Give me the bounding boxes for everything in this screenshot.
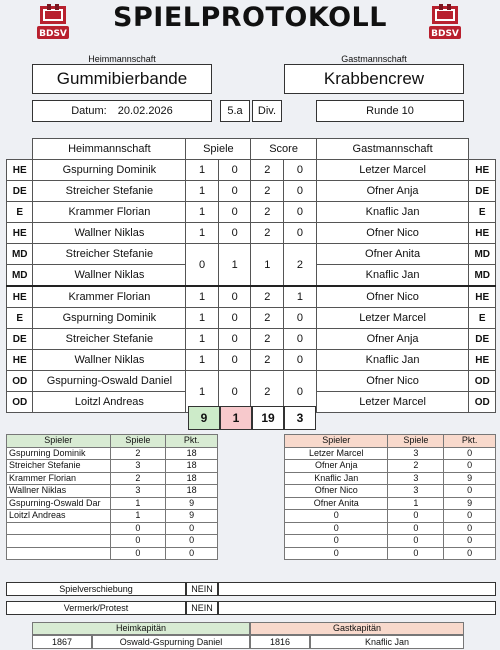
home-discipline-tag: DE xyxy=(7,329,33,350)
guest-score[interactable]: 1 xyxy=(284,286,317,308)
header-guest: Gastmannschaft xyxy=(316,139,469,160)
home-stats-row xyxy=(7,535,218,548)
guest-discipline-tag: DE xyxy=(469,329,496,350)
guest-player[interactable]: Ofner Anita xyxy=(316,244,469,265)
guest-captain-label: Gastkapitän xyxy=(250,622,464,635)
division-field[interactable]: 5.a xyxy=(220,100,250,122)
guest-stats-row xyxy=(285,510,496,523)
home-score[interactable]: 1 xyxy=(251,244,284,287)
home-stats-pts: 18 xyxy=(166,447,218,460)
home-player[interactable]: Wallner Niklas xyxy=(33,350,186,371)
total-games-guest: 1 xyxy=(220,406,252,430)
home-team-name[interactable]: Gummibierbande xyxy=(32,64,212,94)
home-stats-pts: 18 xyxy=(166,472,218,485)
round-field[interactable]: Runde 10 xyxy=(316,100,464,122)
guest-stats-player-header: Spieler xyxy=(285,435,388,448)
date-label: Datum: xyxy=(71,105,107,117)
home-stats-player xyxy=(7,522,111,535)
guest-games[interactable]: 1 xyxy=(218,244,251,287)
guest-games[interactable]: 0 xyxy=(218,181,251,202)
date-field[interactable] xyxy=(32,100,212,122)
guest-discipline-tag: HE xyxy=(469,160,496,181)
home-captain-label: Heimkapitän xyxy=(32,622,250,635)
match-row xyxy=(7,308,496,329)
home-discipline-tag: HE xyxy=(7,286,33,308)
home-games[interactable]: 1 xyxy=(186,286,219,308)
protest-notes[interactable] xyxy=(218,601,496,615)
guest-discipline-tag: HE xyxy=(469,223,496,244)
totals-row xyxy=(0,406,500,428)
guest-discipline-tag: E xyxy=(469,202,496,223)
header-games: Spiele xyxy=(186,139,251,160)
home-stats-row xyxy=(7,460,218,473)
guest-stats-player: Ofner Anja xyxy=(285,460,388,473)
home-stats-games: 3 xyxy=(110,460,166,473)
total-score-guest: 3 xyxy=(284,406,316,430)
guest-stats-row xyxy=(285,485,496,498)
guest-score[interactable]: 0 xyxy=(284,160,317,181)
home-team-label: Heimmannschaft xyxy=(88,54,156,64)
home-stats-games: 3 xyxy=(110,485,166,498)
home-captain-name[interactable]: Oswald-Gspurning Daniel xyxy=(92,635,250,649)
guest-stats-row xyxy=(285,472,496,485)
header-score: Score xyxy=(251,139,316,160)
total-games-home: 9 xyxy=(188,406,220,430)
guest-stats-pts-header: Pkt. xyxy=(444,435,496,448)
home-player[interactable]: Wallner Niklas xyxy=(33,223,186,244)
home-games[interactable]: 1 xyxy=(186,181,219,202)
guest-discipline-tag: HE xyxy=(469,286,496,308)
home-player[interactable]: Gspurning-Oswald Daniel xyxy=(33,371,186,392)
home-stats-row xyxy=(7,522,218,535)
match-row xyxy=(7,202,496,223)
guest-player[interactable]: Knaflic Jan xyxy=(316,350,469,371)
guest-stats-games: 3 xyxy=(388,472,444,485)
home-discipline-tag: MD xyxy=(7,244,33,265)
home-score[interactable]: 2 xyxy=(251,350,284,371)
guest-player[interactable]: Ofner Nico xyxy=(316,371,469,392)
guest-stats-games: 0 xyxy=(388,547,444,560)
home-score[interactable]: 2 xyxy=(251,223,284,244)
guest-score[interactable]: 2 xyxy=(284,244,317,287)
guest-captain-id[interactable]: 1816 xyxy=(250,635,310,649)
home-stats-pts-header: Pkt. xyxy=(166,435,218,448)
guest-stats-row xyxy=(285,535,496,548)
home-player[interactable]: Gspurning Dominik xyxy=(33,160,186,181)
home-stats-games: 0 xyxy=(110,535,166,548)
home-stats-player: Loitzl Andreas xyxy=(7,510,111,523)
guest-games[interactable]: 0 xyxy=(218,329,251,350)
home-games[interactable]: 1 xyxy=(186,308,219,329)
home-stats-pts: 18 xyxy=(166,485,218,498)
guest-stats-row xyxy=(285,447,496,460)
home-games[interactable]: 1 xyxy=(186,350,219,371)
home-discipline-tag: HE xyxy=(7,160,33,181)
home-discipline-tag: MD xyxy=(7,265,33,287)
match-table xyxy=(6,138,496,413)
guest-score[interactable]: 0 xyxy=(284,308,317,329)
guest-games[interactable]: 0 xyxy=(218,160,251,181)
guest-stats-games-header: Spiele xyxy=(388,435,444,448)
guest-player[interactable]: Ofner Nico xyxy=(316,223,469,244)
home-discipline-tag: E xyxy=(7,202,33,223)
guest-player[interactable]: Ofner Nico xyxy=(316,286,469,308)
guest-stats-pts: 0 xyxy=(444,510,496,523)
home-player[interactable]: Krammer Florian xyxy=(33,202,186,223)
home-stats-player: Krammer Florian xyxy=(7,472,111,485)
match-row xyxy=(7,181,496,202)
home-score[interactable]: 2 xyxy=(251,329,284,350)
guest-stats-pts: 9 xyxy=(444,472,496,485)
guest-stats-player: Knaflic Jan xyxy=(285,472,388,485)
guest-discipline-tag: E xyxy=(469,308,496,329)
home-player[interactable]: Loitzl Andreas xyxy=(33,392,186,413)
guest-stats-player: 0 xyxy=(285,510,388,523)
home-stats-games: 1 xyxy=(110,510,166,523)
home-stats-row xyxy=(7,510,218,523)
home-stats-row xyxy=(7,485,218,498)
postpone-notes[interactable] xyxy=(218,582,496,596)
home-discipline-tag: HE xyxy=(7,223,33,244)
home-score[interactable]: 2 xyxy=(251,160,284,181)
protest-label: Vermerk/Protest xyxy=(6,601,186,615)
home-stats-player xyxy=(7,547,111,560)
guest-stats-games: 1 xyxy=(388,497,444,510)
home-player[interactable]: Streicher Stefanie xyxy=(33,181,186,202)
home-stats-games: 1 xyxy=(110,497,166,510)
guest-games[interactable]: 0 xyxy=(218,202,251,223)
guest-stats-row xyxy=(285,547,496,560)
match-row xyxy=(7,160,496,181)
header-home: Heimmannschaft xyxy=(33,139,186,160)
guest-discipline-tag: MD xyxy=(469,244,496,265)
guest-score[interactable]: 0 xyxy=(284,181,317,202)
guest-stats-player: 0 xyxy=(285,547,388,560)
guest-score[interactable]: 0 xyxy=(284,329,317,350)
guest-player[interactable]: Letzer Marcel xyxy=(316,392,469,413)
home-discipline-tag: OD xyxy=(7,392,33,413)
match-row xyxy=(7,329,496,350)
match-row xyxy=(7,223,496,244)
guest-score[interactable]: 0 xyxy=(284,371,317,413)
guest-games[interactable]: 0 xyxy=(218,286,251,308)
home-stats-row xyxy=(7,497,218,510)
guest-team-label: Gastmannschaft xyxy=(341,54,407,64)
svg-text:BDSV: BDSV xyxy=(431,29,459,39)
home-stats-games-header: Spiele xyxy=(110,435,166,448)
postpone-row xyxy=(6,582,496,596)
postpone-value[interactable]: NEIN xyxy=(186,582,218,596)
home-stats-pts: 9 xyxy=(166,510,218,523)
guest-player[interactable]: Letzer Marcel xyxy=(316,308,469,329)
home-stats-pts: 0 xyxy=(166,547,218,560)
home-discipline-tag: DE xyxy=(7,181,33,202)
match-row xyxy=(7,350,496,371)
guest-stats-row xyxy=(285,460,496,473)
protest-row xyxy=(6,601,496,615)
guest-discipline-tag: OD xyxy=(469,371,496,392)
home-player[interactable]: Streicher Stefanie xyxy=(33,244,186,265)
guest-stats-pts: 0 xyxy=(444,535,496,548)
guest-stats-pts: 0 xyxy=(444,485,496,498)
guest-games[interactable]: 0 xyxy=(218,371,251,413)
captains-section xyxy=(32,622,464,650)
home-games[interactable]: 1 xyxy=(186,202,219,223)
home-score[interactable]: 2 xyxy=(251,286,284,308)
guest-stats-player: Ofner Anita xyxy=(285,497,388,510)
guest-player[interactable]: Ofner Anja xyxy=(316,181,469,202)
home-stats-pts: 18 xyxy=(166,460,218,473)
guest-games[interactable]: 0 xyxy=(218,350,251,371)
guest-stats-pts: 9 xyxy=(444,497,496,510)
guest-score[interactable]: 0 xyxy=(284,202,317,223)
home-stats-player: Streicher Stefanie xyxy=(7,460,111,473)
home-games[interactable]: 1 xyxy=(186,329,219,350)
home-stats-pts: 9 xyxy=(166,497,218,510)
guest-games[interactable]: 0 xyxy=(218,223,251,244)
guest-player[interactable]: Knaflic Jan xyxy=(316,202,469,223)
guest-discipline-tag: MD xyxy=(469,265,496,287)
home-discipline-tag: E xyxy=(7,308,33,329)
page-title: SPIELPROTOKOLL xyxy=(113,2,387,33)
svg-text:BDSV: BDSV xyxy=(39,29,67,39)
guest-discipline-tag: OD xyxy=(469,392,496,413)
guest-stats-player: 0 xyxy=(285,535,388,548)
guest-stats-row xyxy=(285,522,496,535)
home-stats-games: 2 xyxy=(110,472,166,485)
guest-score[interactable]: 0 xyxy=(284,223,317,244)
guest-stats-player: Letzer Marcel xyxy=(285,447,388,460)
guest-player[interactable]: Knaflic Jan xyxy=(316,265,469,287)
home-player[interactable]: Gspurning Dominik xyxy=(33,308,186,329)
division-label: Div. xyxy=(252,100,282,122)
guest-games[interactable]: 0 xyxy=(218,308,251,329)
home-games[interactable]: 0 xyxy=(186,244,219,287)
home-stats-row xyxy=(7,547,218,560)
guest-stats-pts: 0 xyxy=(444,522,496,535)
guest-stats-games: 3 xyxy=(388,447,444,460)
home-stats-games: 0 xyxy=(110,522,166,535)
postpone-label: Spielverschiebung xyxy=(6,582,186,596)
home-games[interactable]: 1 xyxy=(186,160,219,181)
guest-stats-games: 3 xyxy=(388,485,444,498)
home-discipline-tag: OD xyxy=(7,371,33,392)
home-player[interactable]: Wallner Niklas xyxy=(33,265,186,287)
home-captain-id[interactable]: 1867 xyxy=(32,635,92,649)
guest-stats-pts: 0 xyxy=(444,447,496,460)
guest-stats-row xyxy=(285,497,496,510)
guest-discipline-tag: DE xyxy=(469,181,496,202)
guest-player[interactable]: Ofner Anja xyxy=(316,329,469,350)
guest-stats-player: 0 xyxy=(285,522,388,535)
home-stats-player: Gspurning-Oswald Dar xyxy=(7,497,111,510)
home-stats-pts: 0 xyxy=(166,522,218,535)
match-row xyxy=(7,244,496,265)
home-stats-pts: 0 xyxy=(166,535,218,548)
guest-stats-player: Ofner Nico xyxy=(285,485,388,498)
guest-stats-games: 0 xyxy=(388,522,444,535)
guest-stats-games: 0 xyxy=(388,510,444,523)
guest-captain-name[interactable]: Knaflic Jan xyxy=(310,635,464,649)
guest-stats-games: 2 xyxy=(388,460,444,473)
protest-value[interactable]: NEIN xyxy=(186,601,218,615)
home-stats-row xyxy=(7,472,218,485)
date-value: 20.02.2026 xyxy=(117,105,173,117)
home-score[interactable]: 2 xyxy=(251,181,284,202)
home-player[interactable]: Streicher Stefanie xyxy=(33,329,186,350)
guest-stats-pts: 0 xyxy=(444,460,496,473)
home-stats-player xyxy=(7,535,111,548)
match-row xyxy=(7,371,496,392)
home-player-stats xyxy=(6,434,218,560)
home-stats-player: Gspurning Dominik xyxy=(7,447,111,460)
guest-score[interactable]: 0 xyxy=(284,350,317,371)
guest-player[interactable]: Letzer Marcel xyxy=(316,160,469,181)
guest-stats-pts: 0 xyxy=(444,547,496,560)
guest-team-name[interactable]: Krabbencrew xyxy=(284,64,464,94)
home-score[interactable]: 2 xyxy=(251,371,284,413)
home-games[interactable]: 1 xyxy=(186,371,219,413)
home-stats-games: 0 xyxy=(110,547,166,560)
bdsv-logo-right xyxy=(428,4,462,42)
guest-stats-games: 0 xyxy=(388,535,444,548)
home-stats-row xyxy=(7,447,218,460)
guest-discipline-tag: HE xyxy=(469,350,496,371)
home-score[interactable]: 2 xyxy=(251,308,284,329)
home-games[interactable]: 1 xyxy=(186,223,219,244)
total-score-home: 19 xyxy=(252,406,284,430)
home-discipline-tag: HE xyxy=(7,350,33,371)
home-player[interactable]: Krammer Florian xyxy=(33,286,186,308)
match-row xyxy=(7,286,496,308)
home-stats-games: 2 xyxy=(110,447,166,460)
guest-player-stats xyxy=(284,434,496,560)
home-score[interactable]: 2 xyxy=(251,202,284,223)
home-stats-player: Wallner Niklas xyxy=(7,485,111,498)
home-stats-player-header: Spieler xyxy=(7,435,111,448)
